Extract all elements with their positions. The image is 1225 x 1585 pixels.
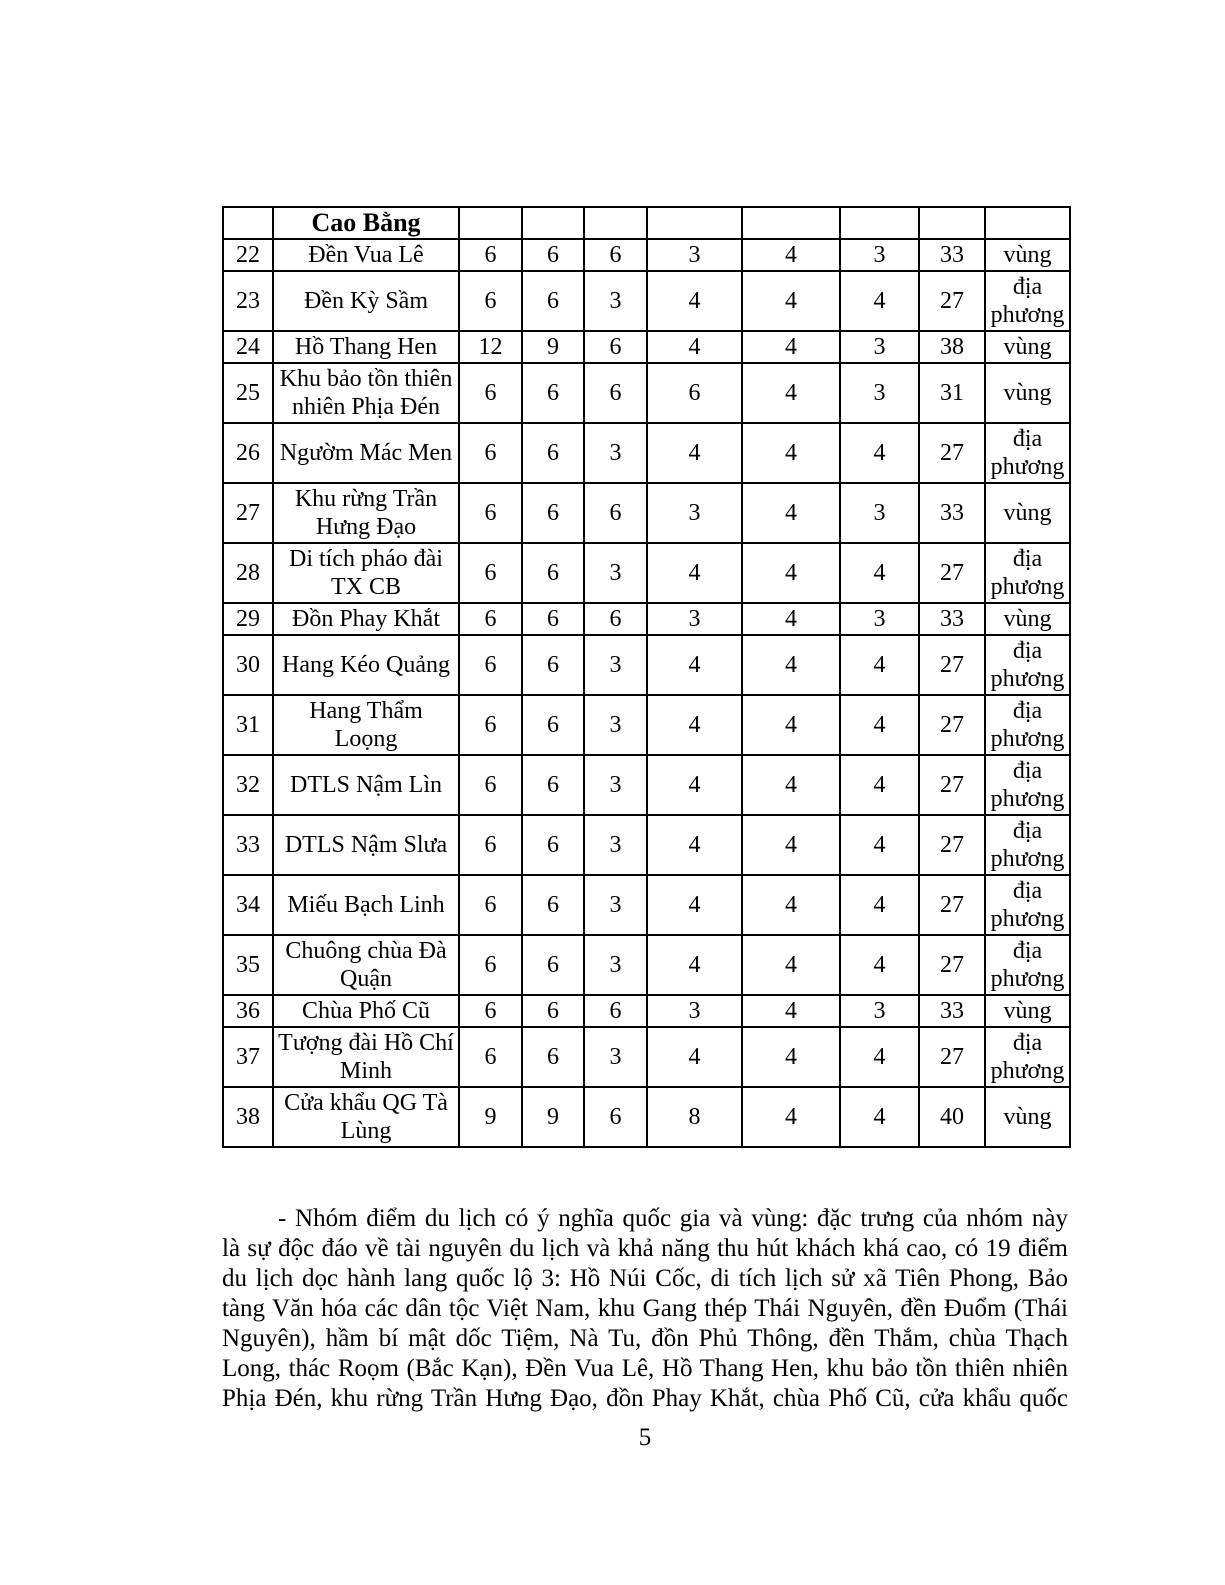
score-cell: 3 bbox=[584, 815, 647, 875]
total-score-cell: 33 bbox=[919, 995, 985, 1027]
significance-cell: địa phương bbox=[985, 423, 1070, 483]
score-cell: 4 bbox=[840, 1087, 919, 1147]
score-cell: 6 bbox=[459, 755, 522, 815]
row-number-cell: 27 bbox=[223, 483, 273, 543]
row-number-cell: 26 bbox=[223, 423, 273, 483]
page-number: 5 bbox=[638, 1424, 652, 1451]
site-name-cell: Đền Kỳ Sầm bbox=[273, 271, 459, 331]
score-cell: 6 bbox=[459, 875, 522, 935]
table-row bbox=[223, 875, 1070, 935]
total-score-cell: 27 bbox=[919, 1027, 985, 1087]
score-cell: 6 bbox=[459, 1027, 522, 1087]
significance-cell: vùng bbox=[985, 1087, 1070, 1147]
total-score-cell: 27 bbox=[919, 815, 985, 875]
score-cell: 4 bbox=[647, 423, 742, 483]
header-empty-cell bbox=[584, 207, 647, 239]
score-cell: 4 bbox=[742, 755, 840, 815]
score-cell: 6 bbox=[459, 815, 522, 875]
table-row bbox=[223, 1087, 1070, 1147]
score-cell: 6 bbox=[459, 635, 522, 695]
row-number-cell: 29 bbox=[223, 603, 273, 635]
significance-cell: vùng bbox=[985, 603, 1070, 635]
score-cell: 3 bbox=[647, 483, 742, 543]
significance-cell: vùng bbox=[985, 483, 1070, 543]
table-row bbox=[223, 543, 1070, 603]
score-cell: 4 bbox=[742, 1087, 840, 1147]
significance-cell: vùng bbox=[985, 995, 1070, 1027]
significance-cell: địa phương bbox=[985, 935, 1070, 995]
paragraph-line: Long, thác Roọm (Bắc Kạn), Đền Vua Lê, Hồ Thang Hen, khu bảo tồn thiên nhiên bbox=[222, 1355, 1068, 1382]
site-name-cell: Chuông chùa Đà Quận bbox=[273, 935, 459, 995]
score-cell: 6 bbox=[459, 935, 522, 995]
table-row bbox=[223, 995, 1070, 1027]
site-name-cell: Đồn Phay Khắt bbox=[273, 603, 459, 635]
score-cell: 6 bbox=[647, 363, 742, 423]
score-cell: 3 bbox=[647, 239, 742, 271]
header-empty-cell bbox=[840, 207, 919, 239]
score-cell: 6 bbox=[584, 995, 647, 1027]
row-number-cell: 36 bbox=[223, 995, 273, 1027]
score-cell: 6 bbox=[522, 875, 584, 935]
score-cell: 6 bbox=[522, 423, 584, 483]
score-cell: 6 bbox=[459, 363, 522, 423]
score-cell: 6 bbox=[522, 635, 584, 695]
score-cell: 3 bbox=[584, 543, 647, 603]
score-cell: 3 bbox=[584, 755, 647, 815]
total-score-cell: 33 bbox=[919, 483, 985, 543]
score-cell: 3 bbox=[840, 239, 919, 271]
table-row bbox=[223, 815, 1070, 875]
significance-cell: vùng bbox=[985, 363, 1070, 423]
header-empty-cell bbox=[742, 207, 840, 239]
row-number-cell: 33 bbox=[223, 815, 273, 875]
header-empty-cell bbox=[919, 207, 985, 239]
score-cell: 4 bbox=[840, 815, 919, 875]
score-cell: 9 bbox=[522, 1087, 584, 1147]
header-empty-cell bbox=[223, 207, 273, 239]
score-cell: 3 bbox=[647, 603, 742, 635]
significance-cell: vùng bbox=[985, 239, 1070, 271]
total-score-cell: 27 bbox=[919, 755, 985, 815]
row-number-cell: 22 bbox=[223, 239, 273, 271]
significance-cell: địa phương bbox=[985, 695, 1070, 755]
row-number-cell: 25 bbox=[223, 363, 273, 423]
table-row bbox=[223, 239, 1070, 271]
header-empty-cell bbox=[647, 207, 742, 239]
row-number-cell: 31 bbox=[223, 695, 273, 755]
table-row bbox=[223, 363, 1070, 423]
score-cell: 4 bbox=[742, 483, 840, 543]
paragraph-line: là sự độc đáo về tài nguyên du lịch và khả năng thu hút khách khá cao, có 19 điểm bbox=[222, 1235, 1068, 1262]
site-name-cell: Khu bảo tồn thiên nhiên Phịa Đén bbox=[273, 363, 459, 423]
score-cell: 6 bbox=[522, 271, 584, 331]
score-cell: 4 bbox=[647, 695, 742, 755]
total-score-cell: 27 bbox=[919, 423, 985, 483]
score-cell: 4 bbox=[742, 363, 840, 423]
score-cell: 4 bbox=[742, 603, 840, 635]
table-row bbox=[223, 483, 1070, 543]
score-cell: 6 bbox=[522, 995, 584, 1027]
score-cell: 3 bbox=[584, 935, 647, 995]
score-cell: 6 bbox=[522, 483, 584, 543]
row-number-cell: 28 bbox=[223, 543, 273, 603]
site-name-cell: Miếu Bạch Linh bbox=[273, 875, 459, 935]
score-cell: 6 bbox=[459, 995, 522, 1027]
score-cell: 4 bbox=[742, 875, 840, 935]
score-cell: 6 bbox=[522, 543, 584, 603]
score-cell: 4 bbox=[647, 815, 742, 875]
score-cell: 6 bbox=[459, 239, 522, 271]
paragraph-line: Nguyên), hầm bí mật dốc Tiệm, Nà Tu, đồn Phủ Thông, đền Thắm, chùa Thạch bbox=[222, 1325, 1068, 1352]
header-empty-cell bbox=[522, 207, 584, 239]
table-row bbox=[223, 755, 1070, 815]
score-cell: 4 bbox=[647, 543, 742, 603]
score-cell: 4 bbox=[840, 755, 919, 815]
score-cell: 3 bbox=[647, 995, 742, 1027]
total-score-cell: 33 bbox=[919, 603, 985, 635]
score-cell: 6 bbox=[522, 1027, 584, 1087]
total-score-cell: 27 bbox=[919, 935, 985, 995]
site-name-cell: Hang Thẩm Loọng bbox=[273, 695, 459, 755]
total-score-cell: 38 bbox=[919, 331, 985, 363]
score-cell: 9 bbox=[522, 331, 584, 363]
paragraph-line: tàng Văn hóa các dân tộc Việt Nam, khu Gang thép Thái Nguyên, đền Đuổm (Thái bbox=[222, 1295, 1068, 1322]
site-name-cell: Hang Kéo Quảng bbox=[273, 635, 459, 695]
site-name-cell: Tượng đài Hồ Chí Minh bbox=[273, 1027, 459, 1087]
score-cell: 8 bbox=[647, 1087, 742, 1147]
score-cell: 6 bbox=[459, 695, 522, 755]
score-cell: 3 bbox=[840, 331, 919, 363]
site-name-cell: Chùa Phố Cũ bbox=[273, 995, 459, 1027]
score-cell: 3 bbox=[584, 875, 647, 935]
score-cell: 4 bbox=[647, 935, 742, 995]
score-cell: 6 bbox=[459, 483, 522, 543]
table-row bbox=[223, 695, 1070, 755]
score-cell: 3 bbox=[840, 995, 919, 1027]
total-score-cell: 27 bbox=[919, 543, 985, 603]
score-cell: 4 bbox=[840, 1027, 919, 1087]
table-row bbox=[223, 635, 1070, 695]
site-name-cell: Di tích pháo đài TX CB bbox=[273, 543, 459, 603]
score-cell: 6 bbox=[522, 695, 584, 755]
score-cell: 3 bbox=[840, 603, 919, 635]
tourism-sites-table bbox=[222, 206, 1071, 1148]
score-cell: 6 bbox=[459, 603, 522, 635]
site-name-cell: Đền Vua Lê bbox=[273, 239, 459, 271]
row-number-cell: 24 bbox=[223, 331, 273, 363]
score-cell: 4 bbox=[647, 875, 742, 935]
total-score-cell: 40 bbox=[919, 1087, 985, 1147]
score-cell: 6 bbox=[522, 363, 584, 423]
significance-cell: địa phương bbox=[985, 543, 1070, 603]
significance-cell: địa phương bbox=[985, 755, 1070, 815]
score-cell: 4 bbox=[647, 1027, 742, 1087]
score-cell: 4 bbox=[647, 271, 742, 331]
row-number-cell: 32 bbox=[223, 755, 273, 815]
score-cell: 6 bbox=[459, 543, 522, 603]
score-cell: 4 bbox=[742, 935, 840, 995]
score-cell: 4 bbox=[647, 331, 742, 363]
score-cell: 4 bbox=[742, 815, 840, 875]
score-cell: 3 bbox=[584, 635, 647, 695]
total-score-cell: 27 bbox=[919, 875, 985, 935]
site-name-cell: DTLS Nậm Lìn bbox=[273, 755, 459, 815]
header-empty-cell bbox=[985, 207, 1070, 239]
score-cell: 3 bbox=[584, 695, 647, 755]
table-row bbox=[223, 1027, 1070, 1087]
score-cell: 3 bbox=[840, 483, 919, 543]
paragraph-line: Phịa Đén, khu rừng Trần Hưng Đạo, đồn Phay Khắt, chùa Phố Cũ, cửa khẩu quốc bbox=[222, 1385, 1068, 1412]
row-number-cell: 34 bbox=[223, 875, 273, 935]
score-cell: 4 bbox=[840, 423, 919, 483]
score-cell: 6 bbox=[459, 271, 522, 331]
row-number-cell: 35 bbox=[223, 935, 273, 995]
table-row bbox=[223, 423, 1070, 483]
total-score-cell: 27 bbox=[919, 695, 985, 755]
province-header: Cao Bằng bbox=[273, 207, 459, 239]
total-score-cell: 33 bbox=[919, 239, 985, 271]
score-cell: 4 bbox=[840, 695, 919, 755]
score-cell: 4 bbox=[742, 1027, 840, 1087]
score-cell: 3 bbox=[584, 1027, 647, 1087]
site-name-cell: Ngườm Mác Men bbox=[273, 423, 459, 483]
table-row bbox=[223, 603, 1070, 635]
paragraph-line: - Nhóm điểm du lịch có ý nghĩa quốc gia và vùng: đặc trưng của nhóm này bbox=[278, 1205, 1068, 1232]
table-header-row bbox=[223, 207, 1070, 239]
score-cell: 6 bbox=[459, 423, 522, 483]
significance-cell: vùng bbox=[985, 331, 1070, 363]
score-cell: 4 bbox=[840, 935, 919, 995]
score-cell: 6 bbox=[522, 815, 584, 875]
site-name-cell: Cửa khẩu QG Tà Lùng bbox=[273, 1087, 459, 1147]
header-empty-cell bbox=[459, 207, 522, 239]
score-cell: 9 bbox=[459, 1087, 522, 1147]
score-cell: 4 bbox=[742, 331, 840, 363]
total-score-cell: 31 bbox=[919, 363, 985, 423]
score-cell: 4 bbox=[647, 755, 742, 815]
total-score-cell: 27 bbox=[919, 635, 985, 695]
score-cell: 4 bbox=[742, 543, 840, 603]
score-cell: 4 bbox=[742, 995, 840, 1027]
score-cell: 4 bbox=[840, 875, 919, 935]
score-cell: 6 bbox=[584, 331, 647, 363]
row-number-cell: 30 bbox=[223, 635, 273, 695]
table-row bbox=[223, 271, 1070, 331]
significance-cell: địa phương bbox=[985, 1027, 1070, 1087]
body-paragraph bbox=[222, 1204, 1068, 1414]
score-cell: 4 bbox=[840, 543, 919, 603]
score-cell: 6 bbox=[584, 1087, 647, 1147]
row-number-cell: 23 bbox=[223, 271, 273, 331]
score-cell: 6 bbox=[522, 755, 584, 815]
site-name-cell: Khu rừng Trần Hưng Đạo bbox=[273, 483, 459, 543]
score-cell: 4 bbox=[840, 271, 919, 331]
score-cell: 6 bbox=[584, 363, 647, 423]
significance-cell: địa phương bbox=[985, 271, 1070, 331]
significance-cell: địa phương bbox=[985, 875, 1070, 935]
site-name-cell: DTLS Nậm Slưa bbox=[273, 815, 459, 875]
score-cell: 6 bbox=[584, 239, 647, 271]
score-cell: 4 bbox=[742, 271, 840, 331]
table-row bbox=[223, 331, 1070, 363]
score-cell: 6 bbox=[522, 239, 584, 271]
significance-cell: địa phương bbox=[985, 635, 1070, 695]
score-cell: 4 bbox=[840, 635, 919, 695]
paragraph-line: du lịch dọc hành lang quốc lộ 3: Hồ Núi Cốc, di tích lịch sử xã Tiên Phong, Bảo bbox=[222, 1265, 1068, 1292]
score-cell: 12 bbox=[459, 331, 522, 363]
score-cell: 4 bbox=[647, 635, 742, 695]
total-score-cell: 27 bbox=[919, 271, 985, 331]
site-name-cell: Hồ Thang Hen bbox=[273, 331, 459, 363]
score-cell: 4 bbox=[742, 423, 840, 483]
table-row bbox=[223, 935, 1070, 995]
row-number-cell: 38 bbox=[223, 1087, 273, 1147]
row-number-cell: 37 bbox=[223, 1027, 273, 1087]
score-cell: 6 bbox=[584, 603, 647, 635]
score-cell: 6 bbox=[584, 483, 647, 543]
score-cell: 6 bbox=[522, 935, 584, 995]
score-cell: 3 bbox=[584, 423, 647, 483]
score-cell: 3 bbox=[840, 363, 919, 423]
score-cell: 6 bbox=[522, 603, 584, 635]
score-cell: 4 bbox=[742, 239, 840, 271]
score-cell: 4 bbox=[742, 635, 840, 695]
score-cell: 3 bbox=[584, 271, 647, 331]
significance-cell: địa phương bbox=[985, 815, 1070, 875]
score-cell: 4 bbox=[742, 695, 840, 755]
